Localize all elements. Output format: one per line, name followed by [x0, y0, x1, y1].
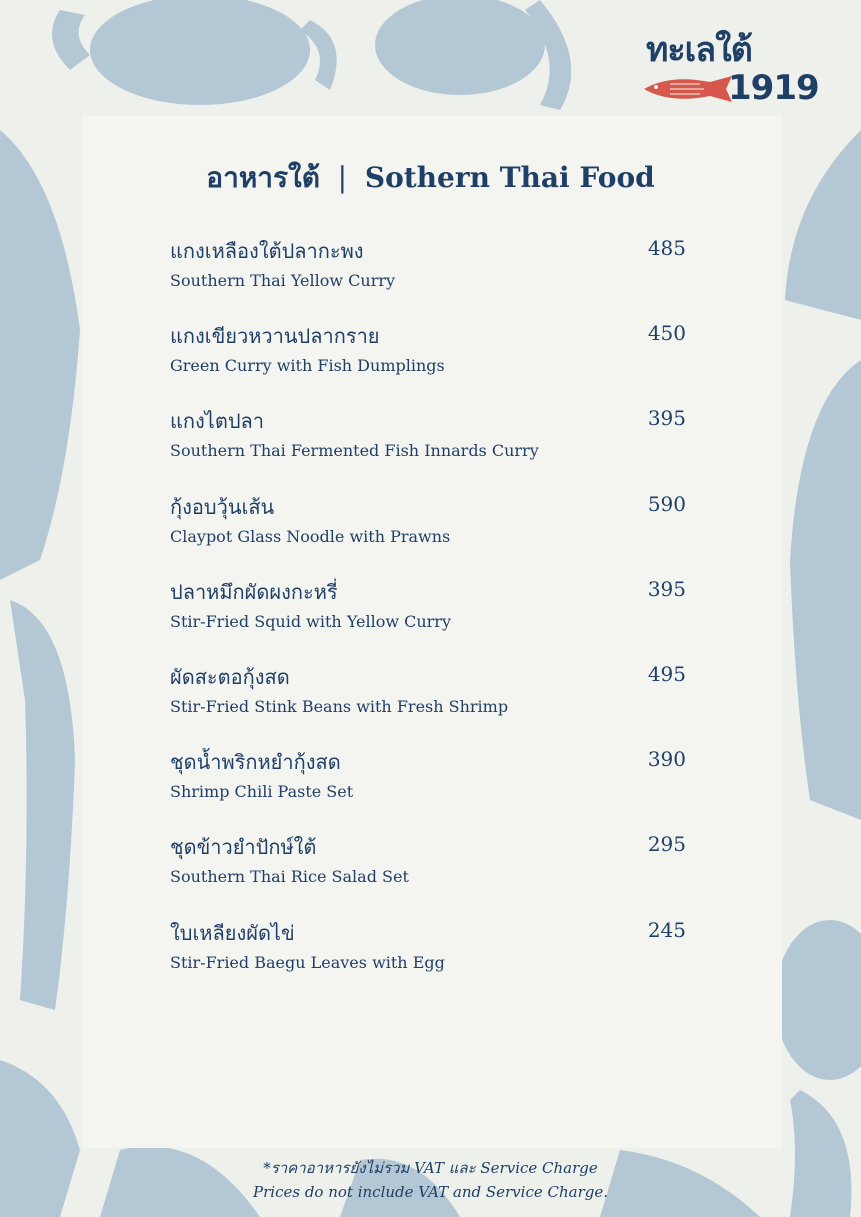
menu-item: [170, 917, 690, 1002]
menu-item-thai: ชุดข้าวยำปักษ์ใต้: [170, 835, 317, 860]
crab-illustration: [90, 0, 310, 105]
eel-illustration-left: [10, 600, 75, 1010]
menu-list: [170, 235, 690, 1002]
menu-item-thai: ชุดน้ำพริกหยำกุ้งสด: [170, 750, 341, 775]
menu-item-price: 450: [647, 321, 686, 346]
clam-illustration: [775, 920, 861, 1080]
menu-item-price: 395: [647, 576, 686, 601]
menu-item: [170, 235, 690, 320]
title-thai: อาหารใต้: [206, 161, 320, 194]
logo-year: 1919: [728, 68, 819, 108]
menu-item-price: 395: [647, 406, 686, 431]
menu-item-english: Green Curry with Fish Dumplings: [170, 356, 445, 376]
menu-item-price: 390: [647, 747, 686, 772]
menu-item-english: Stir-Fried Stink Beans with Fresh Shrimp: [170, 696, 509, 716]
menu-item-price: 295: [647, 832, 686, 857]
menu-item-thai: ปลาหมึกผัดผงกะหรี่: [170, 579, 338, 604]
disclaimer-thai: *ราคาอาหารยังไม่รวม VAT และ Service Charge: [263, 1159, 598, 1177]
menu-item-thai: กุ้งอบวุ้นเส้น: [170, 494, 275, 519]
menu-item-thai: แกงไตปลา: [170, 409, 264, 434]
menu-item: [170, 491, 690, 576]
menu-item-english: Southern Thai Yellow Curry: [170, 271, 396, 290]
logo-thai-name: ทะเลใต้: [646, 30, 752, 70]
fish-logo-icon: [640, 72, 740, 106]
menu-item: [170, 576, 690, 661]
menu-item-price: 495: [647, 661, 686, 686]
menu-item-english: Stir-Fried Baegu Leaves with Egg: [170, 952, 445, 972]
price-disclaimer: [0, 1156, 861, 1204]
title-separator: |: [337, 161, 348, 194]
fish-illustration-right: [790, 360, 861, 820]
menu-item-thai: ผัดสะตอกุ้งสด: [170, 664, 290, 689]
menu-item: [170, 320, 690, 405]
disclaimer-english: Prices do not include VAT and Service Charge.: [253, 1183, 608, 1201]
menu-item-english: Stir-Fried Squid with Yellow Curry: [170, 611, 451, 631]
menu-item-english: Claypot Glass Noodle with Prawns: [170, 526, 451, 546]
menu-item-price: 485: [647, 236, 686, 260]
menu-item: [170, 661, 690, 746]
menu-item-english: Southern Thai Fermented Fish Innards Curry: [170, 441, 539, 461]
menu-item-thai: ใบเหลียงผัดไข่: [170, 920, 295, 945]
title-english: Sothern Thai Food: [364, 161, 655, 194]
menu-item-english: Shrimp Chili Paste Set: [170, 782, 354, 802]
menu-item-thai: แกงเหลืองใต้ปลากะพง: [170, 239, 364, 263]
page-title: [0, 156, 861, 200]
menu-item: [170, 831, 690, 916]
menu-item-thai: แกงเขียวหวานปลากราย: [170, 324, 380, 349]
menu-item: [170, 746, 690, 831]
menu-item-price: 245: [647, 917, 686, 942]
menu-item: [170, 405, 690, 490]
menu-item-price: 590: [647, 491, 686, 516]
shell-illustration: [375, 0, 545, 95]
menu-item-english: Southern Thai Rice Salad Set: [170, 867, 409, 887]
restaurant-logo: [640, 22, 820, 112]
